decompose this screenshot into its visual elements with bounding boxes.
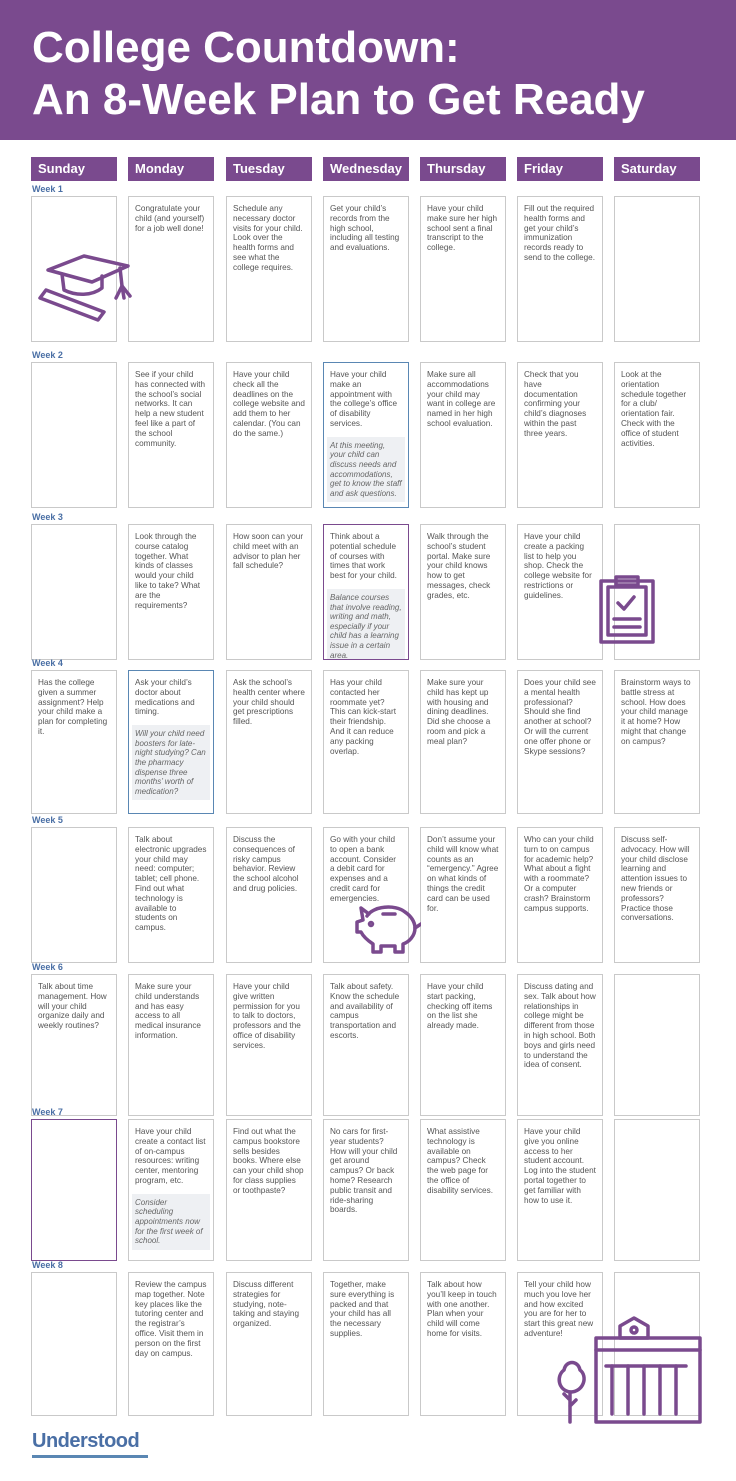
cell-text: Have your child create a packing list to help you shop. Check the college website for restrictions or guidelines. [524,532,592,600]
day-cell-week7-thursday [420,1119,506,1261]
day-cell-week3-tuesday [226,524,312,660]
cell-text: Schedule any necessary doctor visits for your child. Look over the health forms and see what the college requires. [233,204,303,272]
day-cell-week7-saturday [614,1119,700,1261]
cell-text: Congratulate your child (and yourself) for a job well done! [135,204,205,233]
understood-logo: Understood [32,1430,140,1452]
day-cell-week5-sunday [31,827,117,963]
header-banner [0,0,736,140]
day-header-sunday: Sunday [31,157,117,181]
cell-text: Has the college given a summer assignment? Help your child make a plan for completing it. [38,678,108,736]
title-line-2: An 8-Week Plan to Get Ready [32,75,645,124]
title-line-1: College Countdown: [32,23,460,72]
cell-text: Find out what the campus bookstore sells besides books. Where else can your child shop for class supplies or toothpaste? [233,1127,304,1195]
day-cell-week4-friday [517,670,603,814]
cell-text: Have your child check all the deadlines on the college website and add them to her calendar. (You can do the same.) [233,370,305,438]
day-cell-week3-sunday [31,524,117,660]
piggy-bank-icon [355,898,421,956]
day-cell-week4-tuesday [226,670,312,814]
cell-text: Discuss different strategies for studying, note-taking and staying organized. [233,1280,299,1329]
cell-text: Ask the school’s health center where your child should get prescriptions filled. [233,678,305,727]
cell-text: Talk about safety. Know the schedule and availability of campus transportation and escorts. [330,982,400,1040]
day-cell-week4-thursday [420,670,506,814]
cell-text: Get your child’s records from the high school, including all testing and evaluations. [330,204,400,253]
cell-text: Make sure your child understands and has easy access to all medical insurance information. [135,982,201,1040]
day-header-thursday: Thursday [420,157,506,181]
day-cell-week8-thursday [420,1272,506,1416]
week-label-3: Week 3 [32,512,63,522]
day-cell-week6-monday [128,974,214,1116]
day-cell-week3-monday [128,524,214,660]
day-cell-week4-saturday [614,670,700,814]
day-cell-week1-tuesday [226,196,312,342]
day-cell-week4-sunday [31,670,117,814]
cell-text: Who can your child turn to on campus for academic help? What about a fight with a roommate? Or a computer crash? Brainstorm campus supports. [524,835,594,913]
week-label-6: Week 6 [32,962,63,972]
cell-text: Check that you have documentation confirming your child’s diagnoses within the past three years. [524,370,587,438]
cell-text: Go with your child to open a bank account. Consider a debit card for expenses and a credit card for emergencies. [330,835,396,903]
cell-text: Make sure your child has kept up with housing and dining deadlines. Did she choose a room and pick a meal plan? [427,678,491,746]
cell-text: Talk about electronic upgrades your child may need: computer; tablet; cell phone. Find out what technology is available to students on campus. [135,835,207,933]
day-cell-week3-wednesday [323,524,409,660]
day-header-saturday: Saturday [614,157,700,181]
cell-text: Discuss self-advocacy. How will your child disclose learning and attention issues to new friends or professors? Practice those conversations. [621,835,690,923]
cell-text: No cars for first-year students? How will your child get around campus? Or back home? Research public transit and ride-sharing boards. [330,1127,398,1215]
day-header-wednesday: Wednesday [323,157,409,181]
day-cell-week7-sunday [31,1119,117,1261]
day-cell-week6-thursday [420,974,506,1116]
cell-text: Look through the course catalog together. What kinds of classes would your child like to take? What are the requirements? [135,532,201,610]
day-cell-week5-tuesday [226,827,312,963]
day-cell-week6-tuesday [226,974,312,1116]
day-cell-week7-friday [517,1119,603,1261]
cell-text: Don’t assume your child will know what counts as an “emergency.” Agree on what kinds of things the credit card can be used for. [427,835,499,913]
day-cell-week8-wednesday [323,1272,409,1416]
day-cell-week8-monday [128,1272,214,1416]
day-cell-week1-monday [128,196,214,342]
day-cell-week2-tuesday [226,362,312,508]
cell-text: Have your child give you online access to her student account. Log into the student portal together to get familiar with how to use it. [524,1127,596,1205]
day-cell-week1-thursday [420,196,506,342]
logo-underline [32,1455,148,1458]
cell-text: Have your child make an appointment with the college’s office of disability services. [330,370,398,428]
day-header-friday: Friday [517,157,603,181]
day-cell-week6-wednesday [323,974,409,1116]
cell-text: Has your child contacted her roommate yet? This can kick-start their friendship. And it can reduce any packing overlap. [330,678,396,756]
day-cell-week1-friday [517,196,603,342]
day-cell-week2-monday [128,362,214,508]
day-header-monday: Monday [128,157,214,181]
week-label-4: Week 4 [32,658,63,668]
cell-text: See if your child has connected with the school’s social networks. It can help a new student feel like a part of the school community. [135,370,206,448]
cell-note: Balance courses that involve reading, writing and math, especially if your child has a learning issue in a certain area. [327,589,405,660]
day-cell-week2-thursday [420,362,506,508]
cell-note: Consider scheduling appointments now for the first week of school. [132,1194,210,1250]
cell-text: Talk about time management. How will your child organize daily and weekly routines? [38,982,107,1031]
day-cell-week1-wednesday [323,196,409,342]
week-label-7: Week 7 [32,1107,63,1117]
cell-text: Tell your child how much you love her and how excited you are for her to start this great new adventure! [524,1280,594,1338]
day-cell-week4-monday [128,670,214,814]
cell-text: How soon can your child meet with an advisor to plan her fall schedule? [233,532,304,571]
graduation-cap-diploma-icon [36,250,136,330]
cell-text: Have your child start packing, checking off items on the list she already made. [427,982,493,1031]
day-cell-week5-monday [128,827,214,963]
cell-text: Fill out the required health forms and get your child’s immunization records ready to send to the college. [524,204,596,262]
day-cell-week2-wednesday [323,362,409,508]
week-label-2: Week 2 [32,350,63,360]
day-cell-week3-thursday [420,524,506,660]
cell-text: Have your child make sure her high school sent a final transcript to the college. [427,204,498,253]
day-cell-week7-monday [128,1119,214,1261]
day-cell-week2-sunday [31,362,117,508]
cell-note: Will your child need boosters for late-night studying? Can the pharmacy dispense three months’ worth of medication? [132,725,210,800]
cell-text: Brainstorm ways to battle stress at school. How does your child manage it at home? How might that change on campus? [621,678,691,746]
day-cell-week5-friday [517,827,603,963]
cell-text: Make sure all accommodations your child may want in college are named in her high school evaluation. [427,370,496,428]
day-cell-week6-friday [517,974,603,1116]
day-cell-week8-tuesday [226,1272,312,1416]
cell-text: Have your child create a contact list of on-campus resources: writing center, mentoring program, etc. [135,1127,206,1185]
day-cell-week8-sunday [31,1272,117,1416]
cell-text: What assistive technology is available on campus? Check the web page for the office of disability services. [427,1127,493,1195]
cell-text: Talk about how you’ll keep in touch with one another. Plan when your child will come home for visits. [427,1280,497,1338]
day-cell-week7-tuesday [226,1119,312,1261]
cell-text: Walk through the school’s student portal. Make sure your child knows how to get messages, check grades, etc. [427,532,491,600]
cell-text: Discuss dating and sex. Talk about how relationships in college might be different from those in high school. Both boys and girls need to understand the idea of consent. [524,982,596,1070]
day-cell-week6-saturday [614,974,700,1116]
day-header-tuesday: Tuesday [226,157,312,181]
cell-text: Look at the orientation schedule together for a club/ orientation fair. Check with the office of student activities. [621,370,687,448]
cell-text: Ask your child’s doctor about medications and timing. [135,678,195,717]
day-cell-week5-thursday [420,827,506,963]
cell-text: Have your child give written permission for you to talk to doctors, professors and the office of disability services. [233,982,301,1050]
week-label-1: Week 1 [32,184,63,194]
day-cell-week7-wednesday [323,1119,409,1261]
cell-text: Together, make sure everything is packed and that your child has all the necessary supplies. [330,1280,395,1338]
cell-text: Think about a potential schedule of courses with times that work best for your child. [330,532,397,581]
college-building-icon [556,1316,706,1424]
cell-text: Does your child see a mental health professional? Should she find another at school? Or will the current one offer phone or Skype sessions? [524,678,596,756]
week-label-5: Week 5 [32,815,63,825]
day-cell-week4-wednesday [323,670,409,814]
week-label-8: Week 8 [32,1260,63,1270]
cell-text: Discuss the consequences of risky campus behavior. Review the school alcohol and drug policies. [233,835,299,893]
day-cell-week2-saturday [614,362,700,508]
day-cell-week2-friday [517,362,603,508]
day-cell-week5-saturday [614,827,700,963]
cell-text: Review the campus map together. Note key places like the tutoring center and the registrar’s office. Visit them in person on the first day on campus. [135,1280,207,1358]
cell-note: At this meeting, your child can discuss needs and accommodations, get to know the staff and ask questions. [327,437,405,503]
day-cell-week3-friday [517,524,603,660]
clipboard-checklist-icon [598,575,656,645]
day-cell-week6-sunday [31,974,117,1116]
day-cell-week1-saturday [614,196,700,342]
